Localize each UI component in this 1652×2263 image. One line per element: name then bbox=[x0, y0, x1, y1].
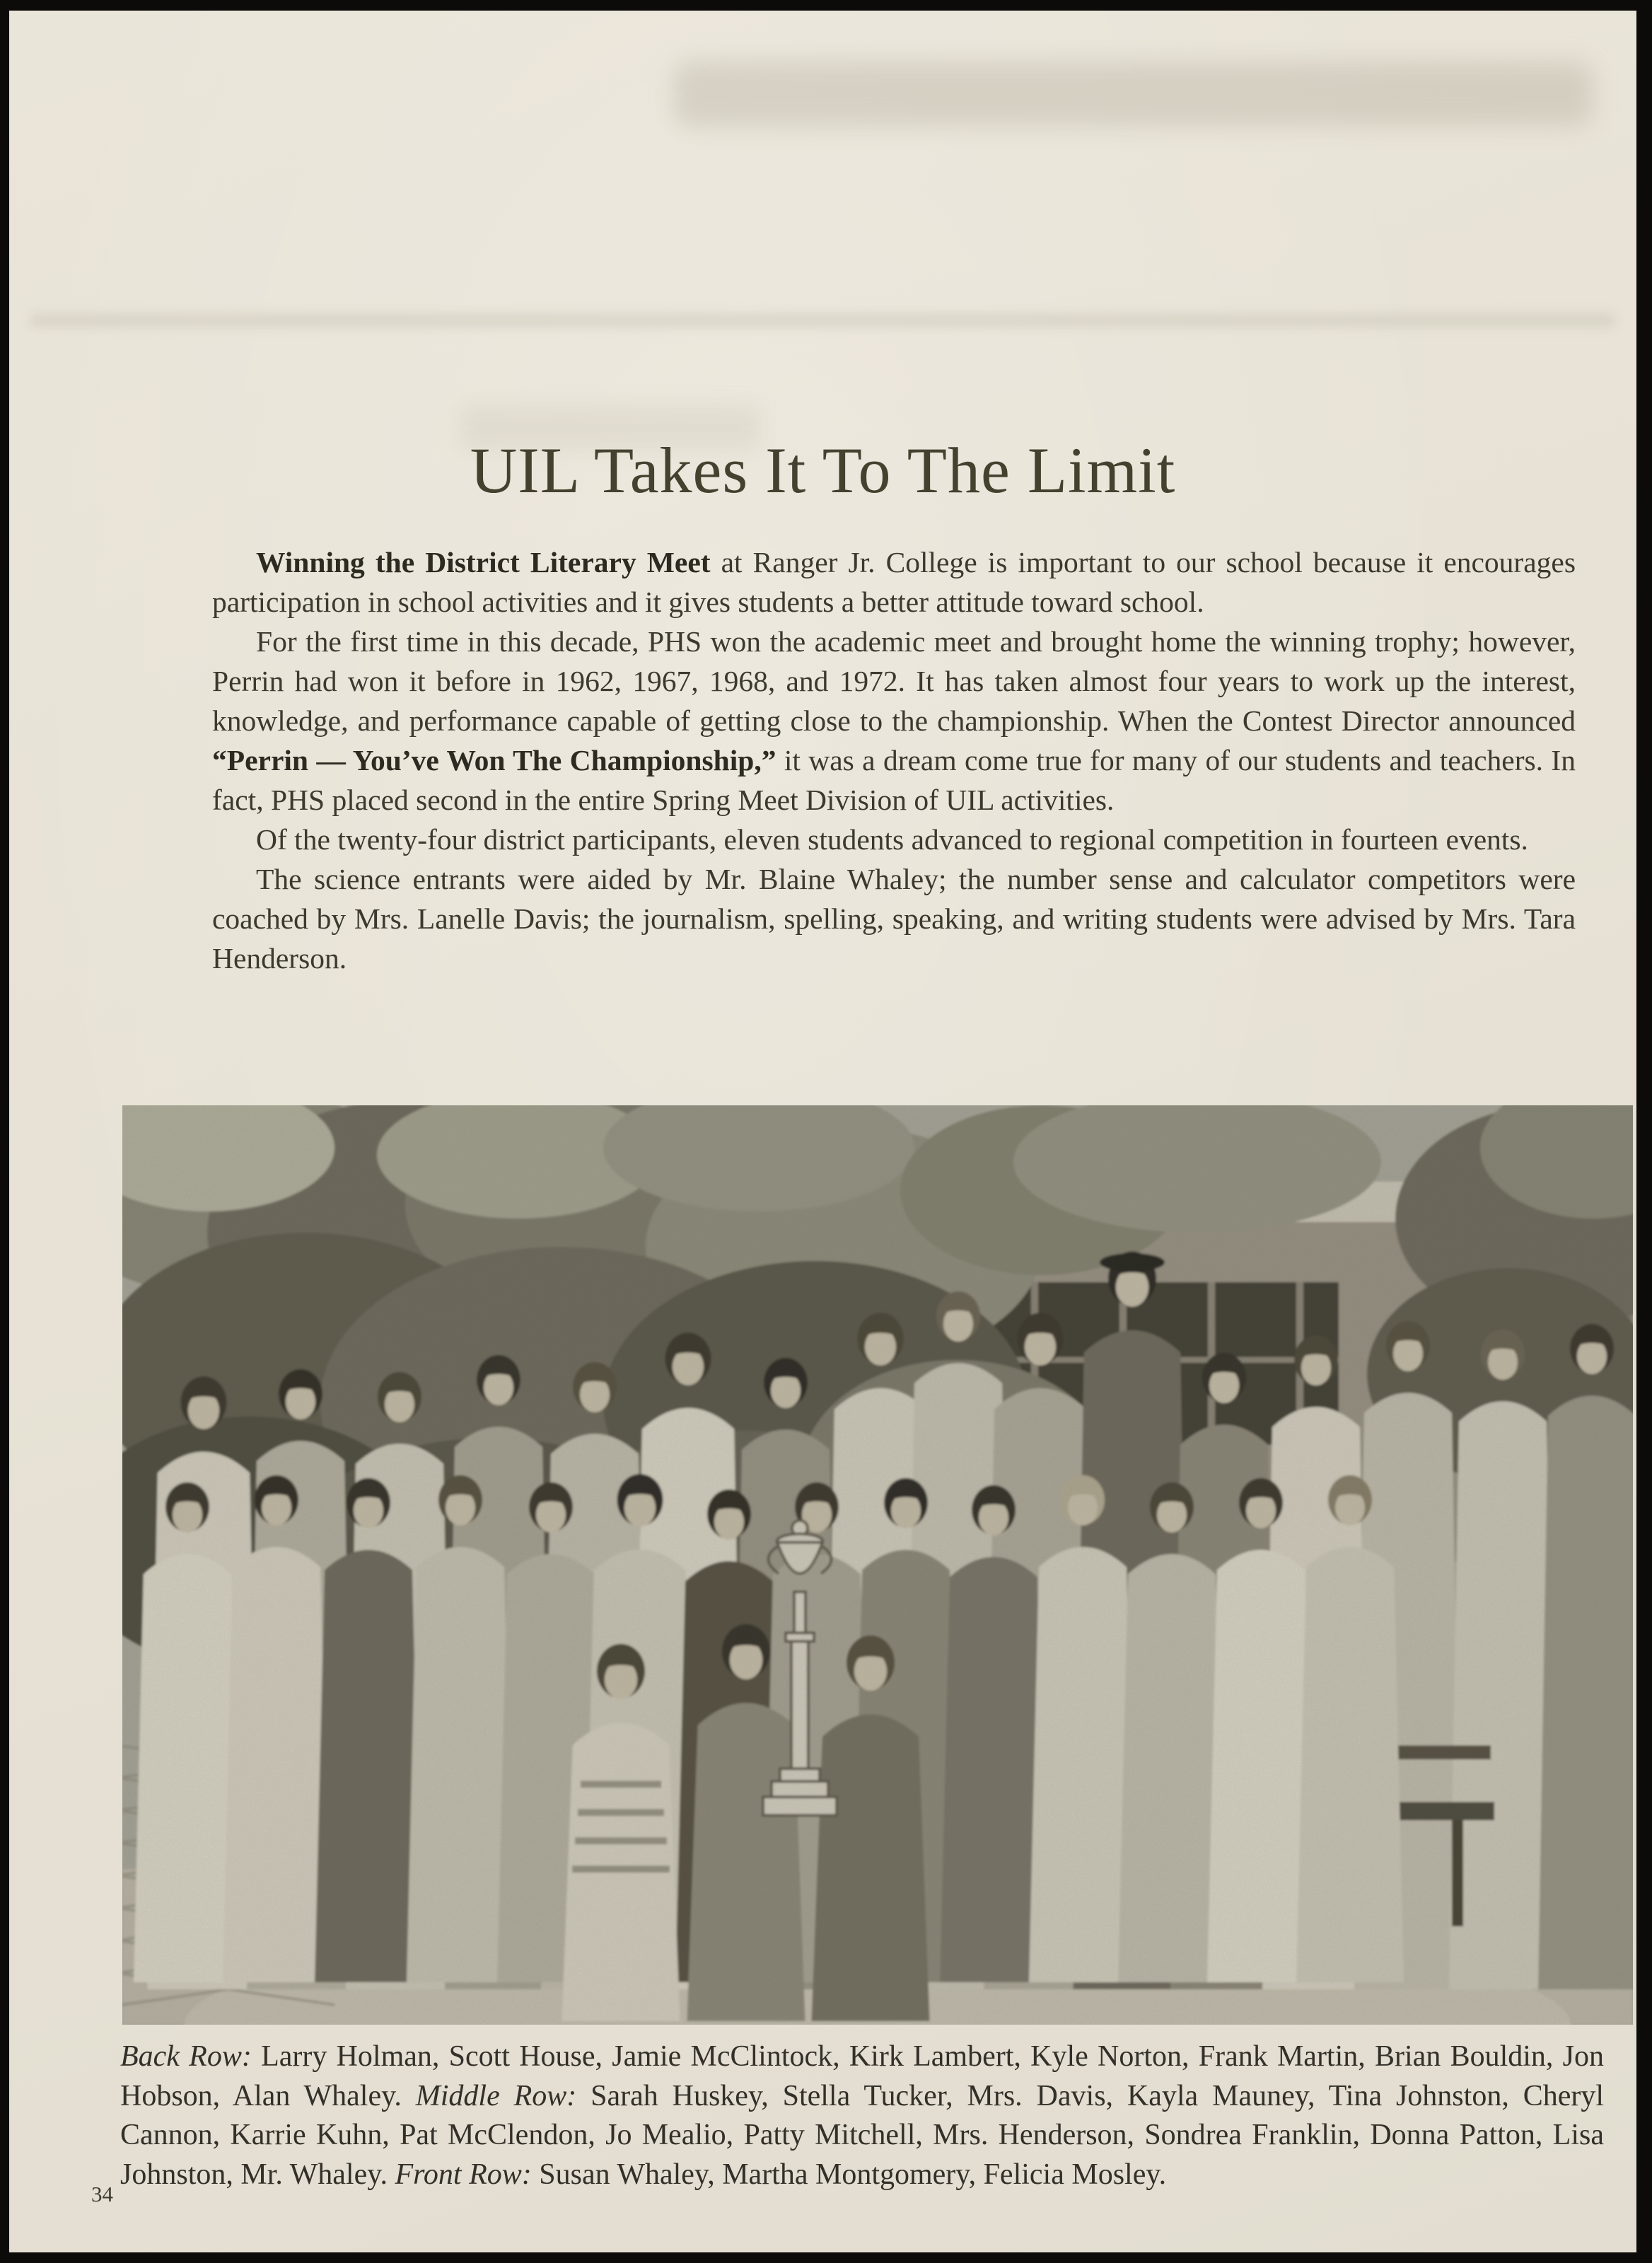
caption-front-row-label: Front Row: bbox=[395, 2158, 532, 2191]
article-title: UIL Takes It To The Limit bbox=[470, 434, 1176, 506]
paragraph-2-text-pre: For the first time in this decade, PHS won the academic meet and brought home the winning trophy; however, Perrin had won it before in 1962, 1967, 1968, and 1972. It has taken almost four years to work up the interest, knowledge, and performance capable of getting close to the championship. When the Contest Director announced bbox=[212, 625, 1576, 737]
paragraph-1 bbox=[212, 542, 1576, 622]
paragraph-2 bbox=[212, 622, 1576, 820]
photo-caption-text bbox=[120, 2037, 1604, 2194]
paragraph-2-text-post: it was a dream come true for many of our students and teachers. In fact, PHS placed second in the entire Spring Meet Division of UIL activities. bbox=[212, 744, 1576, 816]
photo-caption bbox=[120, 2037, 1604, 2194]
paragraph-4: The science entrants were aided by Mr. Blaine Whaley; the number sense and calculator competitors were coached by Mrs. Lanelle Davis; the journalism, spelling, speaking, and writing students were advised by Mrs. Tara Henderson. bbox=[212, 863, 1576, 975]
bleed-through-rule bbox=[30, 315, 1615, 326]
group-photo bbox=[122, 1105, 1633, 2025]
caption-front-row-names: Susan Whaley, Martha Montgomery, Felicia Mosley. bbox=[531, 2158, 1167, 2191]
paragraph-1-text: at Ranger Jr. College is important to our school because it encourages participation in school activities and it gives students a better attitude toward school. bbox=[212, 546, 1576, 618]
bleed-through-headline bbox=[674, 62, 1593, 127]
paper bbox=[9, 11, 1636, 2252]
page-number: 34 bbox=[91, 2182, 113, 2206]
paragraph-3: Of the twenty-four district participants, eleven students advanced to regional competition in fourteen events. bbox=[256, 823, 1528, 856]
caption-middle-row-label: Middle Row: bbox=[415, 2079, 577, 2112]
caption-middle-row-names: Sarah Huskey, Stella Tucker, Mrs. Davis, Kayla Mauney, Tina Johnston, Cheryl Cannon, Karrie Kuhn, Pat McClendon, Jo Mealio, Patty Mitchell, Mrs. Henderson, Sondrea Franklin, Donna Patton, Lisa Johnston, Mr. Whaley. bbox=[120, 2079, 1605, 2191]
article-body bbox=[212, 542, 1576, 978]
caption-back-row-label: Back Row: bbox=[120, 2040, 252, 2073]
group-photo-svg bbox=[122, 1105, 1633, 2025]
paragraph-1-bold-lead: Winning the District Literary Meet bbox=[256, 546, 711, 578]
paragraph-2-bold-quote: “Perrin — You’ve Won The Championship,” bbox=[212, 744, 776, 776]
caption-back-row-names: Larry Holman, Scott House, Jamie McClintock, Kirk Lambert, Kyle Norton, Frank Martin, Brian Bouldin, Jon Hobson, Alan Whaley. bbox=[120, 2040, 1605, 2112]
